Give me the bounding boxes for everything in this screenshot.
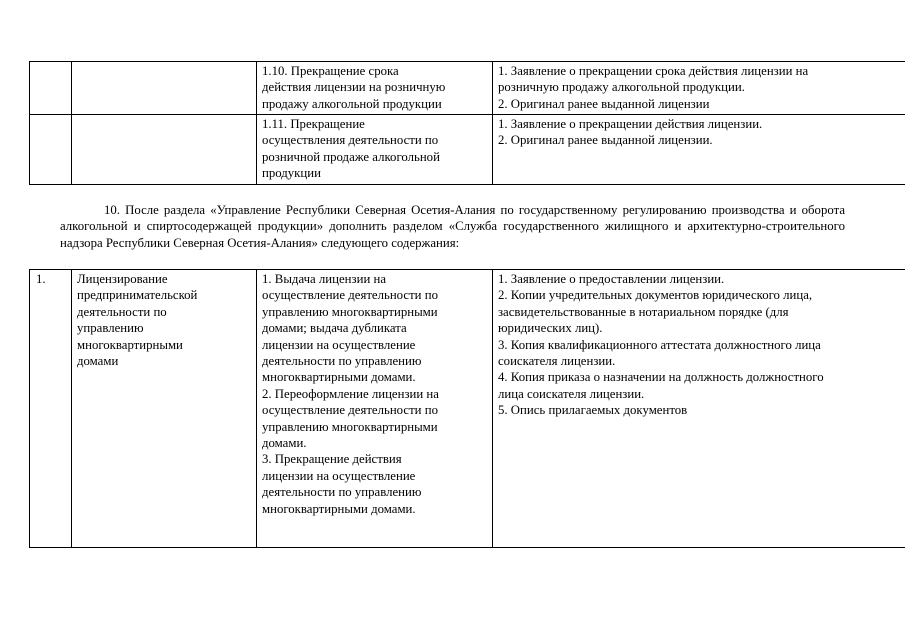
activity-cell — [72, 115, 257, 185]
licensing-table-new-section — [29, 269, 905, 548]
procedure-cell: 1. Выдача лицензии на осуществление деятельности по управлению многоквартирными домами; выдача дубликата лицензии на осуществление деятельности по управлению многоквартирными домами. 2. Переоформление лицензии на осуществление деятельности по управлению многоквартирными домами. 3. Прекращение действия лицензии на осуществление деятельности по управлению многоквартирными домами. — [257, 270, 493, 548]
activity-cell: Лицензирование предпринимательской деятельности по управлению многоквартирными домами — [72, 270, 257, 548]
procedure-cell: 1.11. Прекращение осуществления деятельности по розничной продаже алкогольной продукции — [257, 115, 493, 185]
procedure-cell: 1.10. Прекращение срока действия лицензии на розничную продажу алкогольной продукции — [257, 62, 493, 115]
table-row — [30, 62, 905, 115]
activity-cell — [72, 62, 257, 115]
documents-cell: 1. Заявление о прекращении срока действия лицензии на розничную продажу алкогольной продукции. 2. Оригинал ранее выданной лицензии — [493, 62, 905, 115]
table-row — [30, 270, 905, 548]
documents-cell: 1. Заявление о прекращении действия лицензии. 2. Оригинал ранее выданной лицензии. — [493, 115, 905, 185]
row-number-cell — [30, 62, 72, 115]
row-number-cell: 1. — [30, 270, 72, 548]
table-row — [30, 115, 905, 185]
documents-cell: 1. Заявление о предоставлении лицензии. 2. Копии учредительных документов юридического лица, засвидетельствованные в нотариальном порядке (для юридических лиц). 3. Копия квалификационного аттестата должностного лица соискателя лицензии. 4. Копия приказа о назначении на должность должностного лица соискателя лицензии. 5. Опись прилагаемых документов — [493, 270, 905, 548]
amendment-paragraph: 10. После раздела «Управление Республики Северная Осетия-Алания по государственному регулированию производства и оборота алкогольной и спиртосодержащей продукции» дополнить разделом «Служба государственного жилищного и архитектурно-строительного надзора Республики Северная Осетия-Алания» следующего содержания: — [60, 203, 845, 250]
licensing-table-continued — [29, 61, 905, 185]
row-number-cell — [30, 115, 72, 185]
